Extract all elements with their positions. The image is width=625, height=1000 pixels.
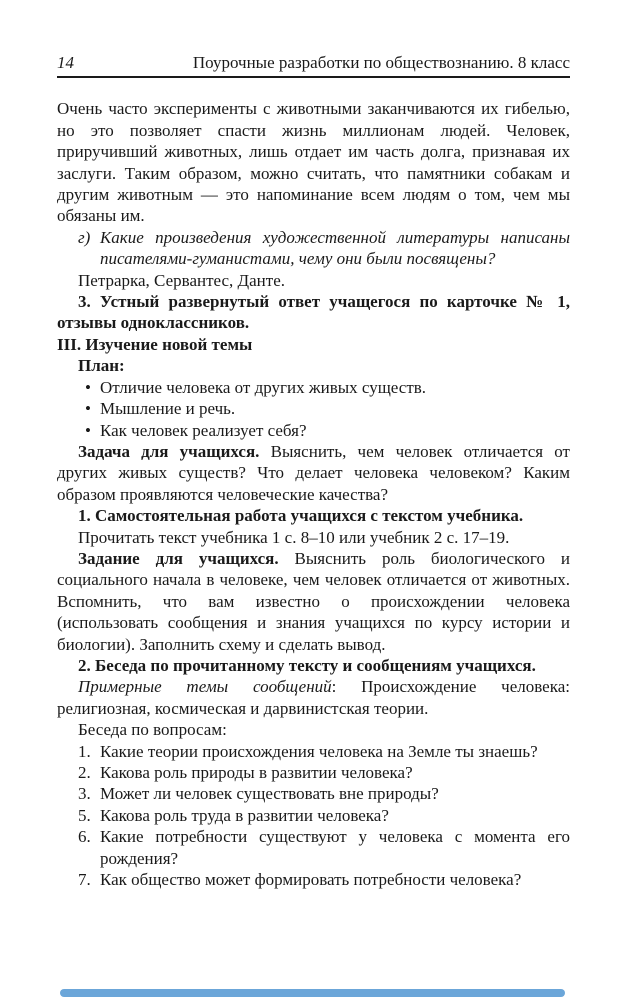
themes-label: Примерные темы сообщений xyxy=(78,677,332,697)
section-heading: III. Изучение новой темы xyxy=(57,334,253,354)
assignment-label: Задание для учащихся. xyxy=(78,548,279,568)
page-body xyxy=(57,98,570,890)
question-number: 7. xyxy=(78,870,91,890)
step-2-heading: 2. Беседа по прочитанному тексту и сообщениям учащихся. xyxy=(78,655,536,675)
question-text: Какова роль труда в развитии человека? xyxy=(100,805,389,825)
question-g-text: Какие произведения художественной литературы написаны писателями-гуманистами, чему они были посвящены? xyxy=(100,227,570,269)
page-number: 14 xyxy=(57,53,74,72)
assignment-text: Выяснить роль биологического и социального начала в человеке, чем человек отличается от животных. Вспомнить, что вам известно о происхождении человека (использовать сообщения и знания учащихся по курсу истории и биологии). Заполнить схему и сделать вывод. xyxy=(57,548,571,654)
question-number: 6. xyxy=(78,827,91,847)
reader-progress-bar[interactable] xyxy=(60,989,565,997)
bullet-icon: • xyxy=(85,377,91,397)
bullet-icon: • xyxy=(85,420,91,440)
question-g-label: г) xyxy=(78,227,91,247)
step-1-heading: 1. Самостоятельная работа учащихся с текстом учебника. xyxy=(78,506,524,526)
plan-item-text: Мышление и речь. xyxy=(100,399,236,419)
question-text: Какова роль природы в развитии человека? xyxy=(100,763,413,782)
task-text: Выяснить, чем человек отличается от других живых существ? Что делает человека человеком? Каким образом проявляются человеческие качества? xyxy=(57,441,570,504)
plan-item-text: Как человек реализует себя? xyxy=(100,420,307,440)
themes-paragraph xyxy=(57,676,570,719)
question-item xyxy=(57,826,570,869)
intro-paragraph: Очень часто эксперименты с животными заканчиваются их гибелью, но это позволяет спасти жизнь миллионам людей. Человек, приручивший животных, лишь отдает им часть долга, признавая их заслуги. Таким образом, можно считать, что памятники собакам и другим животным — это напоминание всем людям о том, чем мы обязаны им. xyxy=(57,99,570,226)
assignment-paragraph xyxy=(57,548,570,655)
answer-authors: Петрарка, Сервантес, Данте. xyxy=(78,270,285,290)
question-text: Как общество может формировать потребности человека? xyxy=(100,870,522,890)
question-number: 2. xyxy=(78,763,91,782)
question-number: 3. xyxy=(78,784,91,804)
reading-line: Прочитать текст учебника 1 с. 8–10 или учебник 2 с. 17–19. xyxy=(78,527,510,547)
task-label: Задача для учащихся. xyxy=(78,441,260,461)
running-header xyxy=(57,52,570,78)
question-item xyxy=(57,869,570,890)
plan-item-text: Отличие человека от других живых существ. xyxy=(100,377,427,397)
question-item xyxy=(57,783,570,804)
task-paragraph xyxy=(57,441,570,505)
step-3-heading: 3. Устный развернутый ответ учащегося по карточке № 1, отзывы одноклассников. xyxy=(57,292,570,333)
plan-label: План: xyxy=(78,356,125,376)
plan-item xyxy=(57,398,570,419)
bullet-icon: • xyxy=(85,399,91,419)
question-item xyxy=(57,805,570,826)
question-number: 1. xyxy=(78,741,91,761)
plan-item xyxy=(57,420,570,441)
themes-text: : Происхождение человека: религиозная, космическая и дарвинистская теории. xyxy=(57,677,570,718)
question-text: Может ли человек существовать вне природы? xyxy=(100,784,439,804)
talk-line: Беседа по вопросам: xyxy=(78,720,227,740)
question-item xyxy=(57,741,570,762)
question-text: Какие потребности существуют у человека с момента его рождения? xyxy=(100,827,570,868)
question-text: Какие теории происхождения человека на Земле ты знаешь? xyxy=(100,741,538,761)
question-item-g xyxy=(57,227,570,270)
question-item xyxy=(57,762,570,783)
question-number: 5. xyxy=(78,805,91,825)
running-title: Поурочные разработки по обществознанию. 8 класс xyxy=(192,53,570,72)
plan-item xyxy=(57,377,570,398)
